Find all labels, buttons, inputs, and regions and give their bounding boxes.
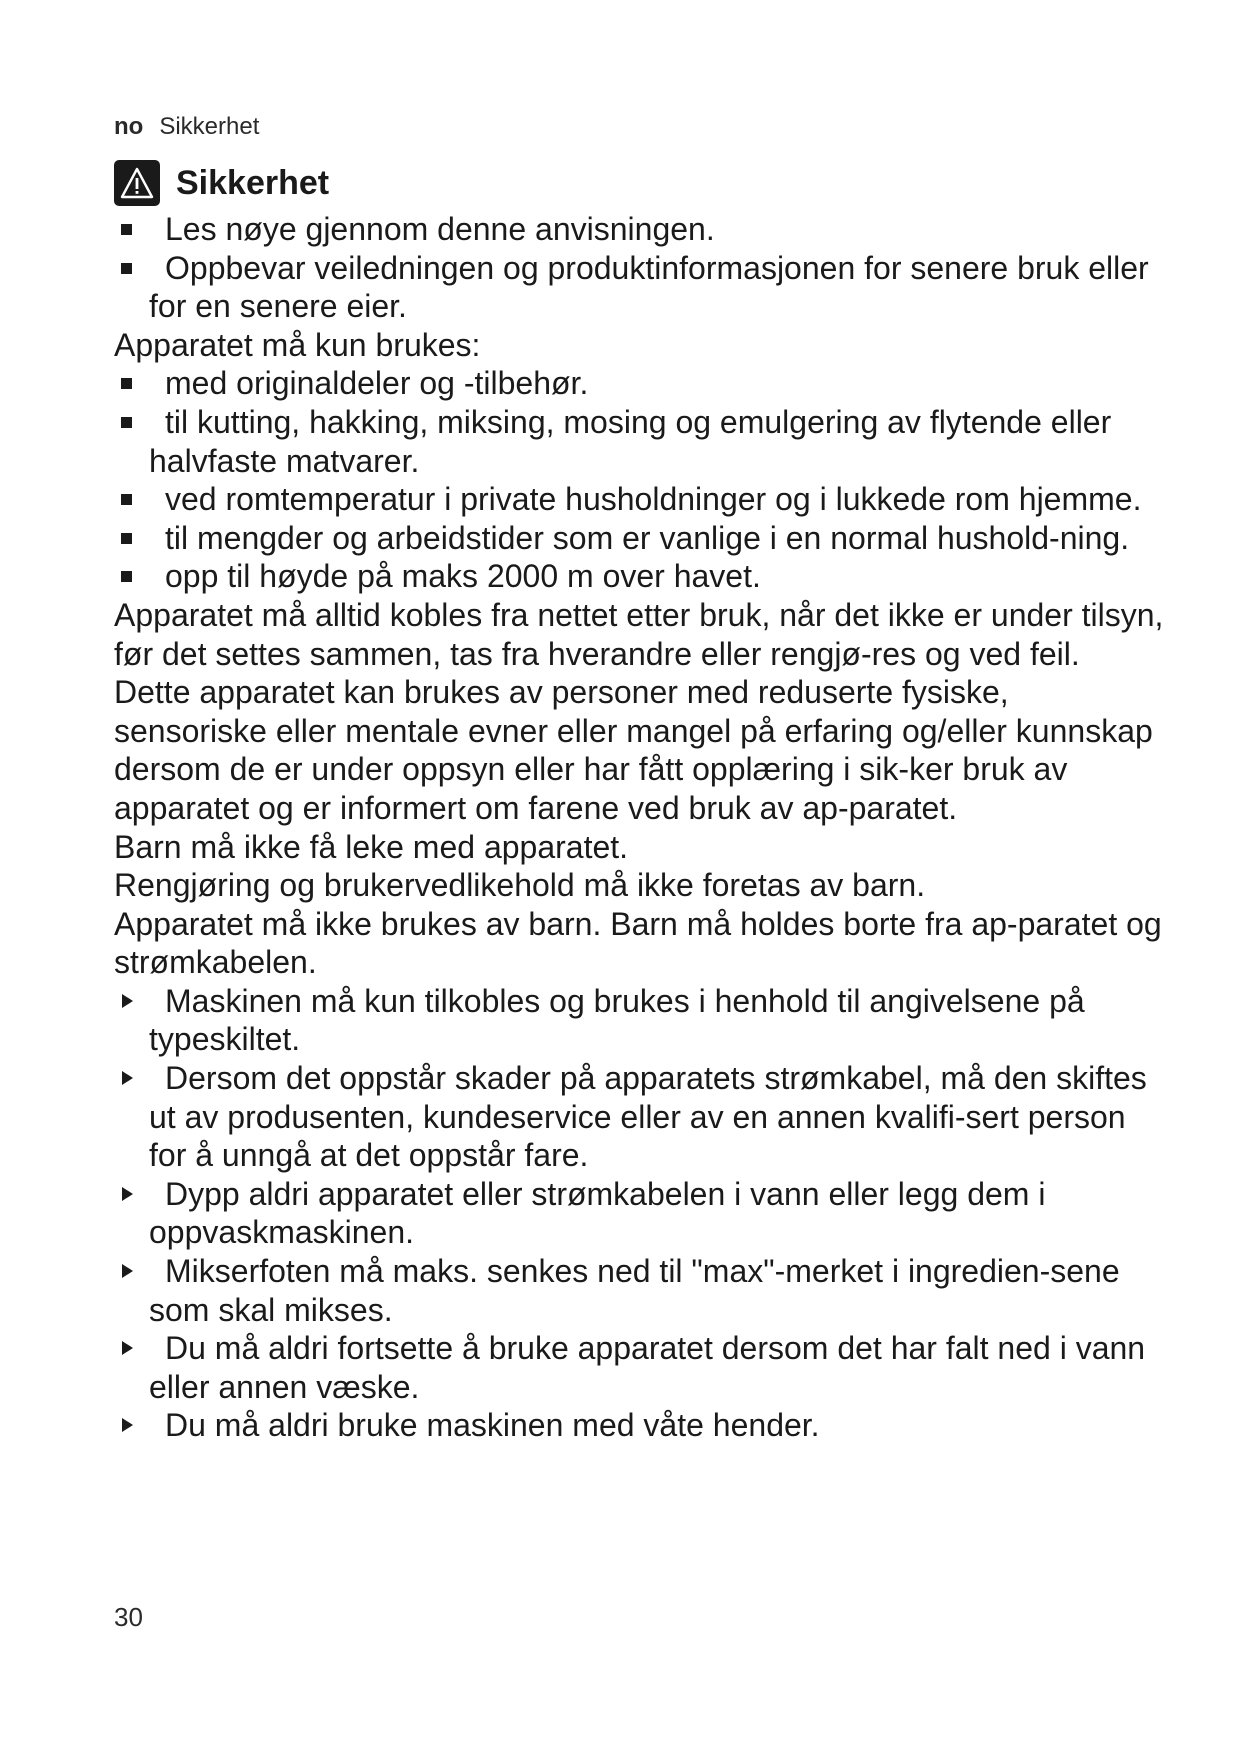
item-text: til mengder og arbeidstider som er vanlige i en normal hushold-ning.: [165, 519, 1130, 556]
arrow-bullet-icon: [119, 1406, 139, 1444]
item-text: Du må aldri bruke maskinen med våte hender.: [165, 1407, 820, 1444]
language-code: no: [114, 113, 144, 140]
item-text: opp til høyde på maks 2000 m over havet.: [165, 558, 761, 595]
running-header-section: Sikkerhet: [159, 113, 260, 140]
square-bullet-icon: [119, 519, 139, 557]
item-text: ved romtemperatur i private husholdninger og i lukkede rom hjemme.: [165, 481, 1142, 518]
arrow-bullet-icon: [119, 982, 139, 1020]
square-bullet-icon: [119, 210, 139, 248]
instruction-item: [114, 1252, 1164, 1329]
arrow-bullet-icon: [119, 1329, 139, 1367]
bullet-item: [114, 249, 1164, 326]
square-bullet-icon: [119, 557, 139, 595]
paragraph: Apparatet må alltid kobles fra nettet etter bruk, når det ikke er under tilsyn, før det settes sammen, tas fra hverandre eller rengjø-res og ved feil.: [114, 596, 1164, 672]
arrow-bullet-icon: [119, 1252, 139, 1290]
square-bullet-icon: [119, 364, 139, 402]
paragraph: Rengjøring og brukervedlikehold må ikke foretas av barn.: [114, 867, 926, 904]
instruction-item: [114, 1329, 1164, 1406]
page-title: Sikkerhet: [176, 164, 330, 202]
item-text: Les nøye gjennom denne anvisningen.: [165, 211, 715, 247]
bullet-item: [114, 519, 1164, 558]
square-bullet-icon: [119, 480, 139, 518]
paragraph: Barn må ikke få leke med apparatet.: [114, 828, 629, 865]
arrow-bullet-icon: [119, 1175, 139, 1213]
item-text: Du må aldri fortsette å bruke apparatet dersom det har falt ned i vann eller annen væske.: [149, 1330, 1146, 1405]
instruction-item: [114, 1059, 1164, 1175]
item-text: til kutting, hakking, miksing, mosing og emulgering av flytende eller halvfaste matvarer.: [149, 403, 1112, 479]
item-text: Dypp aldri apparatet eller strømkabelen i vann eller legg dem i oppvaskmaskinen.: [149, 1175, 1046, 1251]
item-text: Mikserfoten må maks. senkes ned til "max"-merket i ingredien-sene som skal mikses.: [149, 1253, 1120, 1328]
item-text: Oppbevar veiledningen og produktinformasjonen for senere bruk eller for en senere eier.: [149, 249, 1149, 325]
item-text: med originaldeler og -tilbehør.: [165, 365, 589, 402]
paragraph: Dette apparatet kan brukes av personer med reduserte fysiske, sensoriske eller mentale evner eller mangel på erfaring og/eller kunnskap dersom de er under oppsyn eller har fått opplæring i sik-ker bruk av apparatet og er informert om farene ved bruk av ap-paratet.: [114, 674, 1153, 826]
instruction-item: [114, 1406, 1164, 1445]
arrow-bullet-icon: [119, 1059, 139, 1097]
warning-icon: [114, 160, 160, 206]
paragraph: Apparatet må kun brukes:: [114, 326, 481, 363]
item-text: Dersom det oppstår skader på apparatets strømkabel, må den skiftes ut av produsenten, kundeservice eller av en annen kvalifi-sert person for å unngå at det oppstår fare.: [149, 1060, 1147, 1174]
bullet-item: [114, 210, 1164, 249]
bullet-item: [114, 403, 1164, 480]
square-bullet-icon: [119, 249, 139, 287]
instruction-item: [114, 1175, 1164, 1252]
instruction-item: [114, 982, 1164, 1059]
bullet-item: [114, 557, 1164, 596]
safety-content: [114, 210, 1164, 1445]
item-text: Maskinen må kun tilkobles og brukes i henhold til angivelsene på typeskiltet.: [149, 982, 1085, 1058]
bullet-item: [114, 480, 1164, 519]
bullet-item: [114, 364, 1164, 403]
paragraph: Apparatet må ikke brukes av barn. Barn må holdes borte fra ap-paratet og strømkabelen.: [114, 905, 1162, 981]
running-header: [114, 112, 259, 142]
section-heading: [114, 160, 329, 206]
square-bullet-icon: [119, 403, 139, 441]
page-number: 30: [114, 1602, 143, 1632]
